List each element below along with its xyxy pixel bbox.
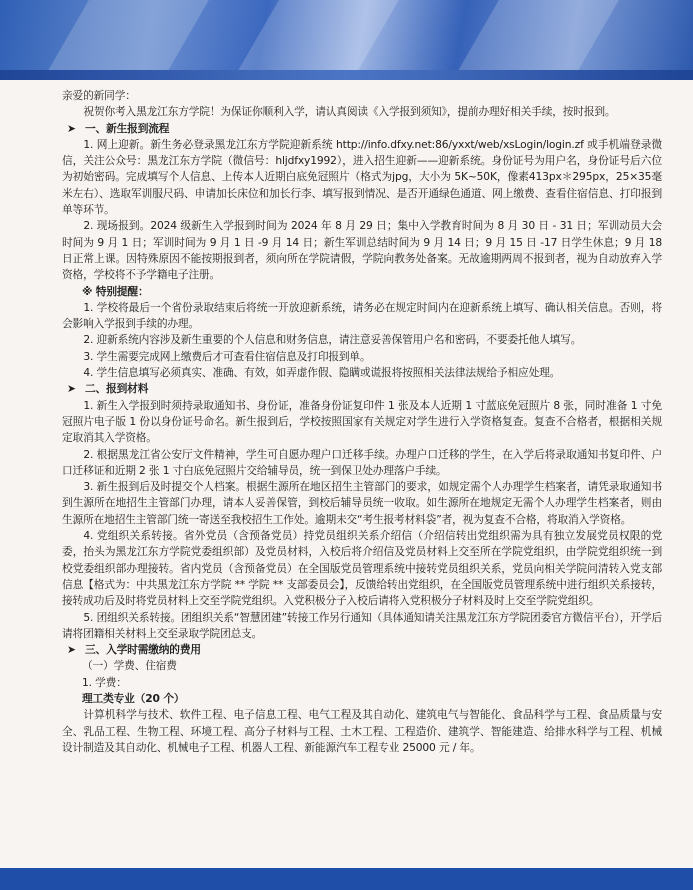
section-title: 二、报到材料 — [85, 382, 149, 396]
category-title: 理工类专业（20 个） — [82, 691, 185, 705]
tuition-label: 1. 学费： — [82, 675, 127, 689]
materials-item: 4. 党组织关系转接。省外党员（含预备党员）持党员组织关系介绍信（介绍信转出党组织需为具有独立发展党员权限的党委，抬头为黑龙江东方学院党委组织部）及党员材料，入校后将介绍信及党员材料上交至所在学院党组织，由学院党组织统一到校党委组织部办理接转。省内党员（含预备党员）在全国版党员管理系统中接转党员组织关系，党员向相关学院问清转入党支部信息【格式为：中共黑龙江东方学院 ** 学院 ** 支部委员会】，反馈给转出党组织，在全国版党员管理系统中进行组织关系接转，接转成功后及时将党员材料上交至学院党组织。入党积极分子入校后请将入党积极分子材料及时上交至学院党组织。 — [62, 529, 662, 608]
section-heading-materials — [62, 381, 662, 397]
materials-item: 5. 团组织关系转接。团组织关系“智慧团建”转接工作另行通知（具体通知请关注黑龙江东方学院团委官方微信平台），开学后请将团籍相关材料上交至录取学院团总支。 — [62, 610, 662, 640]
paragraph-onsite-registration: 2. 现场报到。2024 级新生入学报到时间为 2024 年 8 月 29 日；集中入学教育时间为 8 月 30 日 - 31 日；军训动员大会时间为 9 月 1 日；军训时间为 9 月 1 日 -9 月 14 日；新生军训总结时间为 9 月 14 日；9 月 15 日 -17 日学生休息；9 月 18 日正常上课。因特殊原因不能按期报到者，须向所在学院请假，学院向教务处备案。无故逾期两周不报到者，视为自动放弃入学资格，学校将不予学籍电子注册。 — [62, 219, 662, 282]
banner-stripe — [20, 0, 221, 80]
intro-paragraph: 祝贺你考入黑龙江东方学院！为保证你顺利入学，请认真阅读《入学报到须知》，提前办理好相关手续，按时报到。 — [83, 105, 616, 119]
materials-item: 2. 根据黑龙江省公安厅文件精神，学生可自愿办理户口迁移手续。办理户口迁移的学生，在入学后将录取通知书复印件、户口迁移证和近期 2 张 1 寸白底免冠照片交给辅导员，统一到保卫处办理落户手续。 — [62, 447, 662, 477]
section-heading-registration — [62, 121, 662, 137]
footer-band — [0, 868, 693, 890]
greeting: 亲爱的新同学： — [62, 89, 136, 102]
banner-stripe — [210, 0, 411, 80]
category-majors-text: 计算机科学与技术、软件工程、电子信息工程、电气工程及其自动化、建筑电气与智能化、食品科学与工程、食品质量与安全、乳品工程、生物工程、环境工程、高分子材料与工程、土木工程、工程造价、建筑学、智能建造、给排水科学与工程、机械设计制造及其自动化、机械电子工程、机器人工程、新能源汽车工程专业 25000 元 / 年。 — [62, 708, 662, 754]
arrow-icon: ➤ — [67, 382, 76, 396]
banner-stripe — [430, 0, 631, 80]
reminder-item: 3. 学生需要完成网上缴费后才可查看住宿信息及打印报到单。 — [83, 349, 371, 363]
section-title: 一、新生报到流程 — [85, 121, 170, 135]
materials-item: 3. 新生报到后及时提交个人档案。根据生源所在地区招生主管部门的要求，如规定需个人办理学生档案者，请凭录取通知书到生源所在地招生主管部门办理，请本人妥善保管，到校后辅导员统一收取。如生源所在地规定无需个人办理学生档案者，则由生源所在地招生主管部门统一寄送至我校招生工作处。逾期未交“考生报考材料袋”者，视为复查不合格，将取消入学资格。 — [62, 480, 662, 526]
header-banner — [0, 0, 693, 80]
paragraph-online-registration: 1. 网上迎新。新生务必登录黑龙江东方学院迎新系统 http://info.dfxy.net:86/yxxt/web/xsLogin/login.zf 或手机端登录微信，关注公众号：黑龙江东方学院（微信号：hljdfxy1992），进入招生迎新——迎新系统。身份证号为用户名，身份证号后六位为初始密码。完成填写个人信息、上传本人近期白底免冠照片（格式为jpg，大小为 5K~50K，像素413px＊295px，25×35毫米左右）、选取军训服尺码、申请加长床位和加长行李、填写报到情况、是否开通绿色通道、网上缴费、查看住宿信息、打印报到单等环节。 — [62, 137, 662, 217]
arrow-icon: ➤ — [67, 643, 76, 657]
section-title: 三、入学时需缴纳的费用 — [85, 643, 201, 657]
banner-edge — [0, 70, 693, 80]
fees-subheading: （一）学费、住宿费 — [82, 659, 177, 673]
arrow-icon: ➤ — [67, 121, 76, 135]
reminder-item: 1. 学校将最后一个省份录取结束后将统一开放迎新系统，请务必在规定时间内在迎新系统上填写、确认相关信息。否则，将会影响入学报到手续的办理。 — [62, 300, 662, 331]
notice-body — [62, 88, 662, 756]
reminder-item: 4. 学生信息填写必须真实、准确、有效，如弄虚作假、隐瞒或谎报将按照相关法律法规给予相应处理。 — [83, 366, 561, 380]
section-heading-fees — [62, 642, 662, 658]
materials-item: 1. 新生入学报到时须持录取通知书、身份证，准备身份证复印件 1 张及本人近期 1 寸蓝底免冠照片 8 张，同时准备 1 寸免冠照片电子版 1 份以身份证号命名。新生报到后，学校按照国家有关规定对学生进行入学资格复查。复查不合格者，根据相关规定取消其入学资格。 — [62, 398, 662, 445]
special-reminder-title: ※ 特别提醒： — [82, 284, 149, 298]
reminder-item: 2. 迎新系统内容涉及新生重要的个人信息和财务信息，请注意妥善保管用户名和密码，不要委托他人填写。 — [83, 333, 582, 347]
